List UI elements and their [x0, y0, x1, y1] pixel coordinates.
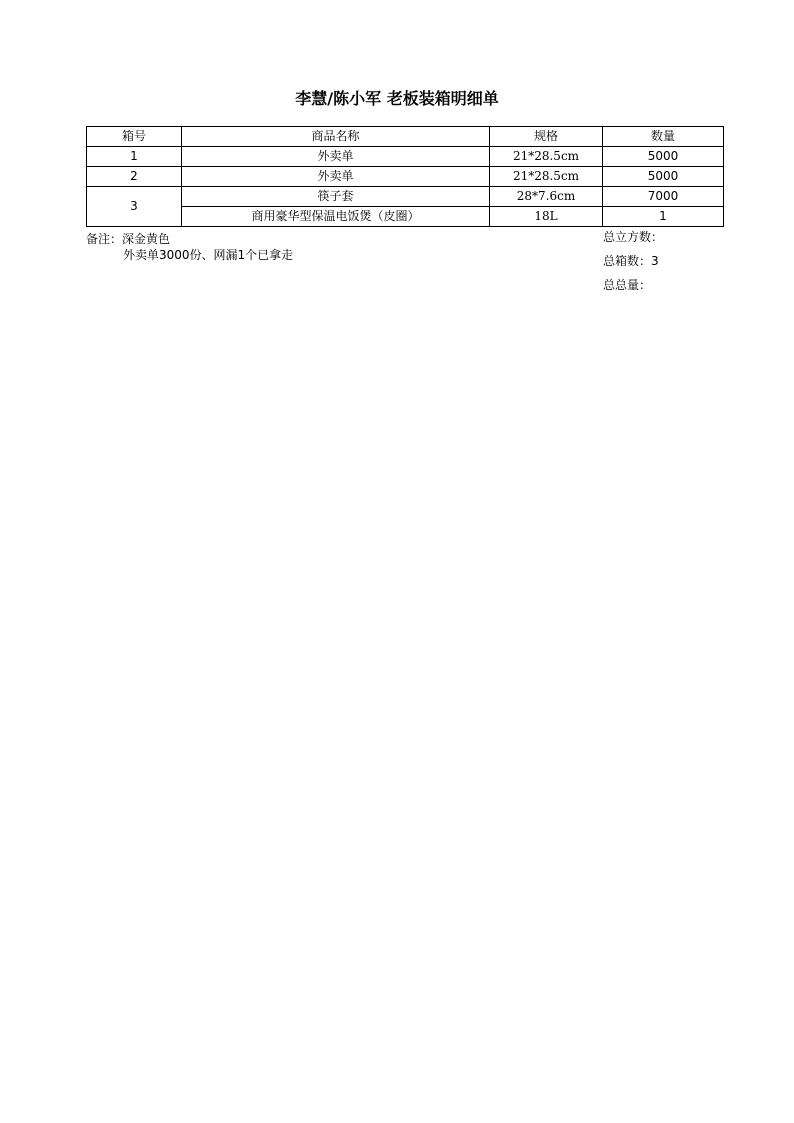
table-row	[87, 167, 724, 187]
header-quantity: 数量	[603, 127, 724, 147]
box-no-cell: 3	[87, 187, 182, 227]
header-product-name: 商品名称	[182, 127, 490, 147]
remarks-line-1: 深金黄色	[122, 232, 171, 246]
total-weight: 总总量：	[603, 278, 652, 292]
totals-block	[603, 229, 663, 301]
table-row	[87, 147, 724, 167]
quantity-cell: 5000	[603, 167, 724, 187]
table-row	[87, 207, 724, 227]
spec-cell: 21*28.5cm	[490, 147, 603, 167]
product-name-cell: 外卖单	[182, 147, 490, 167]
quantity-cell: 1	[603, 207, 724, 227]
table-header-row	[87, 127, 724, 147]
header-box-no: 箱号	[87, 127, 182, 147]
remarks	[86, 231, 293, 263]
header-spec: 规格	[490, 127, 603, 147]
quantity-cell: 5000	[603, 147, 724, 167]
product-name-cell: 筷子套	[182, 187, 490, 207]
box-no-cell: 1	[87, 147, 182, 167]
spec-cell: 18L	[490, 207, 603, 227]
packing-table	[86, 126, 724, 227]
spec-cell: 28*7.6cm	[490, 187, 603, 207]
remarks-label: 备注：	[86, 232, 123, 246]
page-title: 李慧/陈小军 老板装箱明细单	[295, 89, 499, 108]
spec-cell: 21*28.5cm	[490, 167, 603, 187]
table-row	[87, 187, 724, 207]
remarks-line-2: 外卖单3000份、网漏1个已拿走	[123, 248, 294, 262]
product-name-cell: 商用豪华型保温电饭煲（皮圈）	[182, 207, 490, 227]
box-no-cell: 2	[87, 167, 182, 187]
total-boxes: 总箱数：3	[603, 254, 659, 268]
quantity-cell: 7000	[603, 187, 724, 207]
total-volume: 总立方数：	[603, 230, 664, 244]
product-name-cell: 外卖单	[182, 167, 490, 187]
